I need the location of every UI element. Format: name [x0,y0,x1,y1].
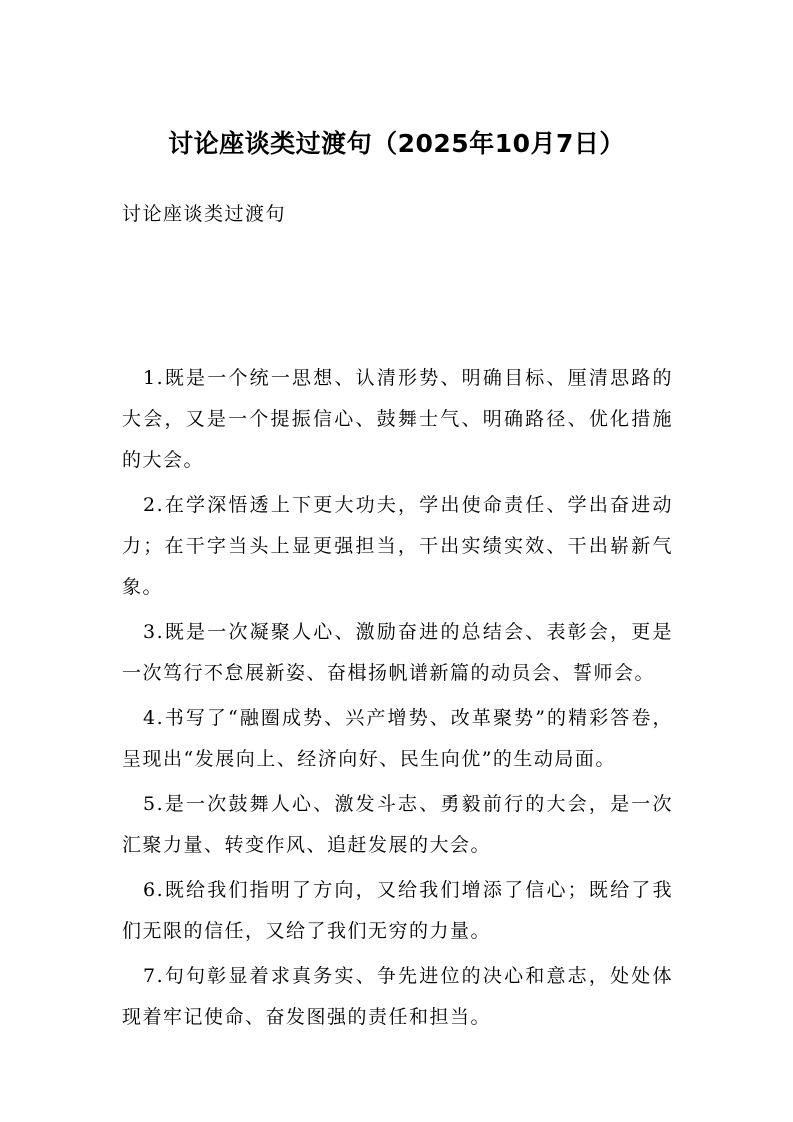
paragraph-2: 2.在学深悟透上下更大功夫，学出使命责任、学出奋进动力；在干字当头上显更强担当，干出实绩实效、干出崭新气象。 [122,494,673,598]
document-subtitle: 讨论座谈类过渡句 [122,203,287,225]
paragraph-5: 5.是一次鼓舞人心、激发斗志、勇毅前行的大会，是一次汇聚力量、转变作风、追赶发展的大会。 [122,793,673,856]
paragraph-6: 6.既给我们指明了方向，又给我们增添了信心；既给了我们无限的信任，又给了我们无穷的力量。 [122,879,673,942]
paragraph-3: 3.既是一次凝聚人心、激励奋进的总结会、表彰会，更是一次笃行不怠展新姿、奋楫扬帆谱新篇的动员会、誓师会。 [122,621,673,684]
paragraph-7: 7.句句彰显着求真务实、争先进位的决心和意志，处处体现着牢记使命、奋发图强的责任和担当。 [122,965,673,1028]
document-body [122,358,673,1042]
paragraph-4: 4.书写了“融圈成势、兴产增势、改革聚势”的精彩答卷，呈现出“发展向上、经济向好、民生向优”的生动局面。 [122,707,673,770]
paragraph-1: 1.既是一个统一思想、认清形势、明确目标、厘清思路的大会，又是一个提振信心、鼓舞士气、明确路径、优化措施的大会。 [122,367,673,471]
document-title: 讨论座谈类过渡句（2025年10月7日） [168,129,625,158]
